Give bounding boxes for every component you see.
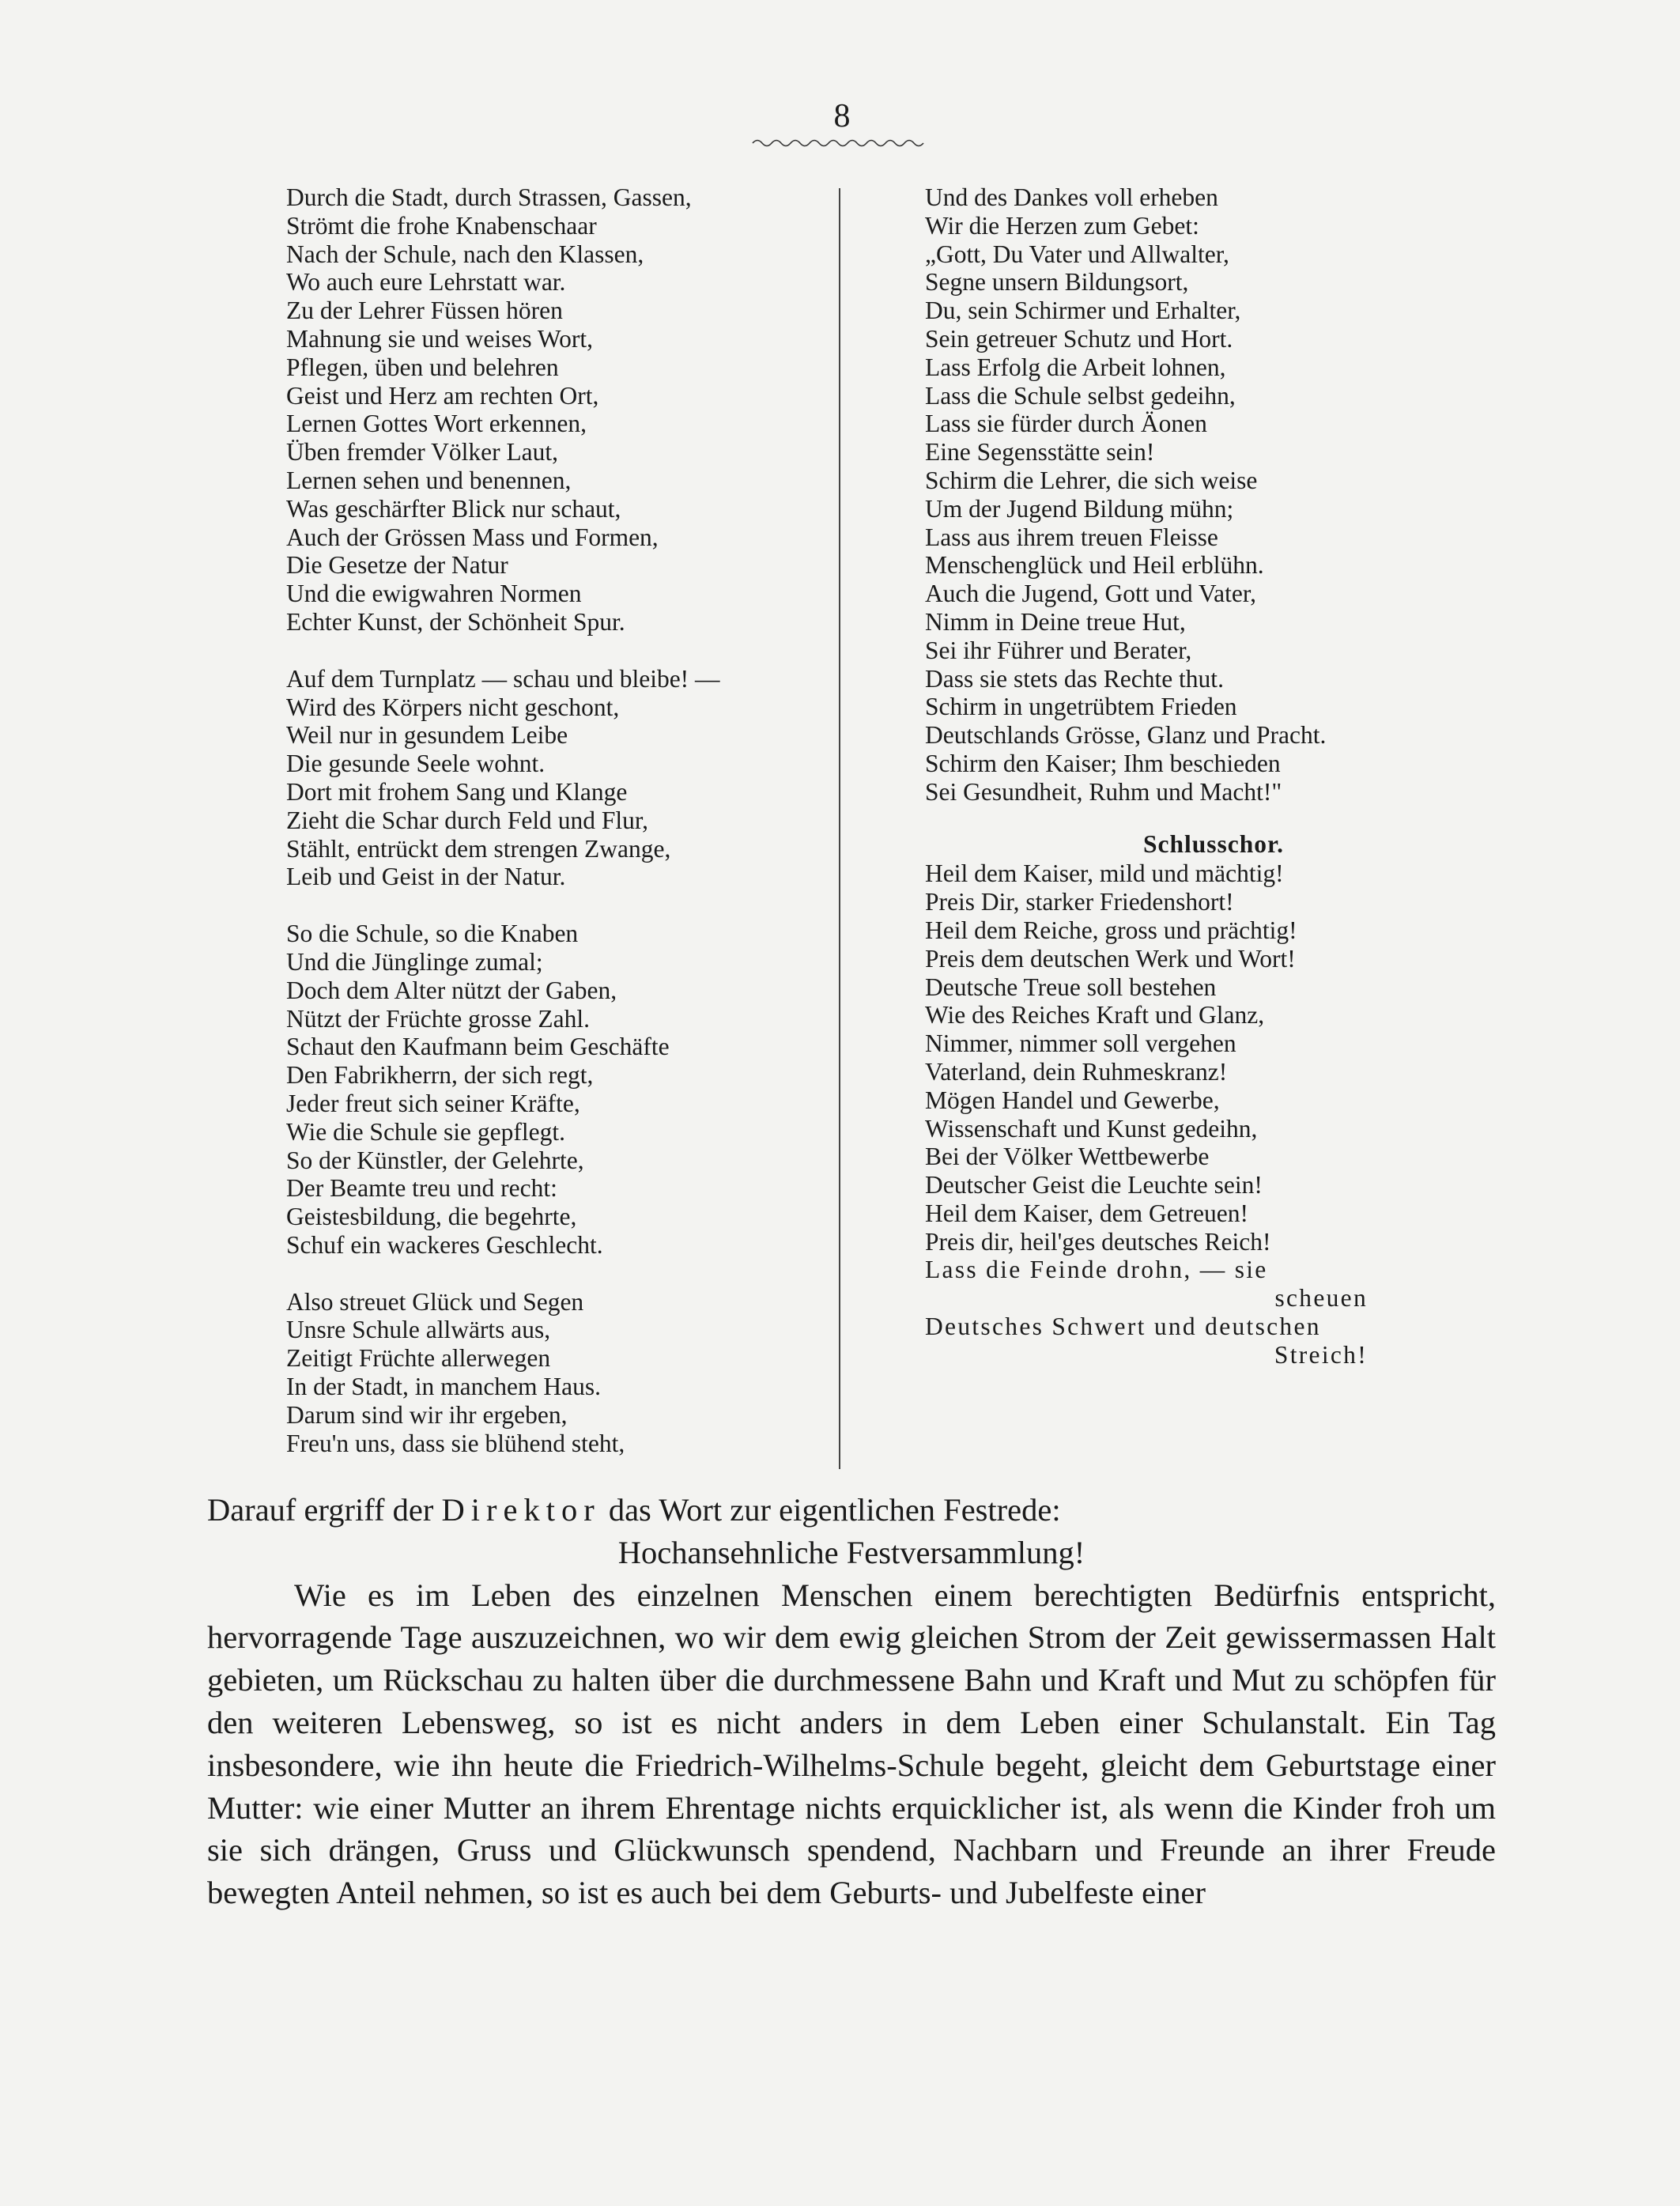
poem-line: Geist und Herz am rechten Ort, [286, 381, 599, 410]
poem-line: Schaut den Kaufmann beim Geschäfte [286, 1033, 670, 1061]
poem-line: Echter Kunst, der Schönheit Spur. [286, 607, 625, 636]
page-number: 8 [833, 98, 851, 134]
stanza-break [286, 636, 840, 665]
poem-line: Dort mit frohem Sang und Klange [286, 777, 628, 806]
poem-line: Nützt der Früchte grosse Zahl. [286, 1004, 591, 1033]
poem-line: Lass die Schule selbst gedeihn, [925, 381, 1236, 410]
chorus-line: Heil dem Reiche, gross und prächtig! [925, 916, 1297, 944]
director-word: Direktor [441, 1492, 601, 1528]
poem-line: Wir die Herzen zum Gebet: [925, 211, 1199, 240]
chorus-line: Lass die Feinde drohn, — sie [925, 1256, 1268, 1284]
poem-line: Lass aus ihrem treuen Fleisse [925, 523, 1218, 551]
poem-line: Doch dem Alter nützt der Gaben, [286, 976, 617, 1004]
chorus-line: Bei der Völker Wettbewerbe [925, 1143, 1210, 1171]
poem-line: Strömt die frohe Knabenschaar [286, 211, 597, 240]
poem-line: Sei Gesundheit, Ruhm und Macht!" [925, 777, 1282, 806]
poem-line: Leib und Geist in der Natur. [286, 863, 566, 891]
poem-line: Dass sie stets das Rechte thut. [925, 664, 1224, 693]
chorus-line: Preis dir, heil'ges deutsches Reich! [925, 1227, 1271, 1256]
poem-line: Den Fabrikherrn, der sich regt, [286, 1061, 594, 1090]
poem-line: Schirm den Kaiser; Ihm beschieden [925, 749, 1281, 777]
poem-line: Eine Segensstätte sein! [925, 438, 1155, 467]
speech-paragraph: Wie es im Leben des einzelnen Menschen einem berechtigten Bedürfnis entspricht, hervorragende Tage auszuzeichnen, wo wir dem ewig gleichen Strom der Zeit gewissermassen Halt gebieten, um Rückschau zu halten über die durchmessene Bahn und Kraft und Mut zu schöpfen für den weiteren Lebensweg, so ist es nicht anders in dem Leben einer Schulanstalt. Ein Tag insbesondere, wie ihn heute die Friedrich-Wilhelms-Schule begeht, gleicht dem Geburtstage einer Mutter: wie einer Mutter an ihrem Ehrentage nichts erquicklicher ist, als wenn die Kinder froh um sie sich drängen, Gruss und Glückwunsch spendend, Nachbarn und Freunde an ihrer Freude bewegten Anteil nehmen, so ist es auch bei dem Geburts- und Jubelfeste einer [207, 1577, 1496, 1911]
chorus-line: Deutsches Schwert und deutschen [925, 1313, 1321, 1341]
poem-line: Lernen Gottes Wort erkennen, [286, 410, 587, 438]
ornament-rule [751, 136, 929, 150]
poem-line: Menschenglück und Heil erblühn. [925, 551, 1264, 580]
poem-line: Und die Jünglinge zumal; [286, 947, 543, 976]
poem-line: Pflegen, üben und belehren [286, 353, 559, 381]
poem-line: Sei ihr Führer und Berater, [925, 636, 1192, 664]
poem-line: Segne unsern Bildungsort, [925, 268, 1189, 297]
schlusschor-heading: Schlusschor. [1142, 829, 1285, 858]
poem-line: Sein getreuer Schutz und Hort. [925, 324, 1233, 353]
poem-line: Nach der Schule, nach den Klassen, [286, 240, 644, 268]
poem-line: Um der Jugend Bildung mühn; [925, 494, 1234, 523]
poem-line: In der Stadt, in manchem Haus. [286, 1373, 602, 1401]
poem-line: Darum sind wir ihr ergeben, [286, 1400, 568, 1429]
poem-line: Lass Erfolg die Arbeit lohnen, [925, 353, 1226, 381]
chorus-line: Deutsche Treue soll bestehen [925, 973, 1217, 1001]
poem-line: Die Gesetze der Natur [286, 551, 508, 580]
chorus-line: scheuen [1274, 1284, 1368, 1313]
poem-line: Die gesunde Seele wohnt. [286, 750, 546, 778]
poem-line: Unsre Schule allwärts aus, [286, 1316, 551, 1344]
poem-line: Und des Dankes voll erheben [925, 183, 1218, 211]
poem-line: „Gott, Du Vater und Allwalter, [925, 240, 1229, 268]
chorus-line: Streich! [1274, 1340, 1368, 1369]
poem-line: Weil nur in gesundem Leibe [286, 721, 568, 750]
poem-line: Üben fremder Völker Laut, [286, 438, 559, 467]
poem-left-column [286, 183, 840, 1457]
poem-line: So der Künstler, der Gelehrte, [286, 1146, 584, 1174]
intro-text: das Wort zur eigentlichen Festrede: [600, 1492, 1061, 1528]
poem-line: Freu'n uns, dass sie blühend steht, [286, 1429, 625, 1457]
poem-line: Was geschärfter Blick nur schaut, [286, 494, 621, 523]
poem-line: Wird des Körpers nicht geschont, [286, 693, 620, 721]
poem-line: Zieht die Schar durch Feld und Flur, [286, 806, 649, 834]
column-divider [839, 188, 840, 1469]
stanza-break [286, 1260, 840, 1288]
intro-line [207, 1489, 1496, 1532]
poem-line: Also streuet Glück und Segen [286, 1287, 584, 1316]
poem-line: Stählt, entrückt dem strengen Zwange, [286, 834, 671, 863]
prayer-stanza [925, 183, 1368, 806]
poem-line: Du, sein Schirmer und Erhalter, [925, 297, 1241, 325]
chorus-line: Wie des Reiches Kraft und Glanz, [925, 1001, 1265, 1029]
chorus-line: Preis Dir, starker Friedenshort! [925, 888, 1234, 916]
poem-line: Zeitigt Früchte allerwegen [286, 1344, 551, 1373]
stanza-break [286, 891, 840, 920]
poem-line: Auch der Grössen Mass und Formen, [286, 523, 659, 551]
salutation: Hochansehnliche Festversammlung! [617, 1534, 1085, 1570]
poem-line: Der Beamte treu und recht: [286, 1174, 557, 1203]
poem-line: Lernen sehen und benennen, [286, 466, 572, 494]
poem-line: Schuf ein wackeres Geschlecht. [286, 1230, 603, 1259]
poem-line: Jeder freut sich seiner Kräfte, [286, 1089, 580, 1117]
poem-line: Wie die Schule sie gepflegt. [286, 1117, 565, 1146]
poem-line: So die Schule, so die Knaben [286, 920, 579, 948]
poem-line: Zu der Lehrer Füssen hören [286, 297, 563, 325]
poem-line: Auch die Jugend, Gott und Vater, [925, 580, 1256, 608]
chorus-line: Heil dem Kaiser, dem Getreuen! [925, 1199, 1248, 1227]
chorus-line: Deutscher Geist die Leuchte sein! [925, 1171, 1263, 1199]
festrede-section [207, 1489, 1496, 1914]
poem-line: Schirm in ungetrübtem Frieden [925, 693, 1237, 721]
intro-text: Darauf ergriff der [207, 1492, 442, 1528]
poem-line: Schirm die Lehrer, die sich weise [925, 466, 1258, 494]
poem-line: Wo auch eure Lehrstatt war. [286, 268, 566, 297]
poem-line: Mahnung sie und weises Wort, [286, 324, 593, 353]
chorus-line: Nimmer, nimmer soll vergehen [925, 1029, 1236, 1058]
poem-line: Nimm in Deine treue Hut, [925, 607, 1186, 636]
schlusschor-lines [925, 859, 1368, 1256]
poem-line: Lass sie fürder durch Äonen [925, 410, 1207, 438]
chorus-line: Mögen Handel und Gewerbe, [925, 1086, 1220, 1114]
poem-line: Auf dem Turnplatz — schau und bleibe! — [286, 664, 720, 693]
chorus-line: Heil dem Kaiser, mild und mächtig! [925, 859, 1284, 888]
poem-line: Und die ewigwahren Normen [286, 580, 582, 608]
poem-right-column [925, 183, 1368, 1369]
poem-line: Deutschlands Grösse, Glanz und Pracht. [925, 721, 1327, 750]
poem-line: Durch die Stadt, durch Strassen, Gassen, [286, 183, 692, 211]
chorus-line: Vaterland, dein Ruhmeskranz! [925, 1057, 1228, 1086]
poem-line: Geistesbildung, die begehrte, [286, 1203, 577, 1231]
chorus-line: Wissenschaft und Kunst gedeihn, [925, 1114, 1258, 1143]
chorus-line: Preis dem deutschen Werk und Wort! [925, 944, 1296, 973]
